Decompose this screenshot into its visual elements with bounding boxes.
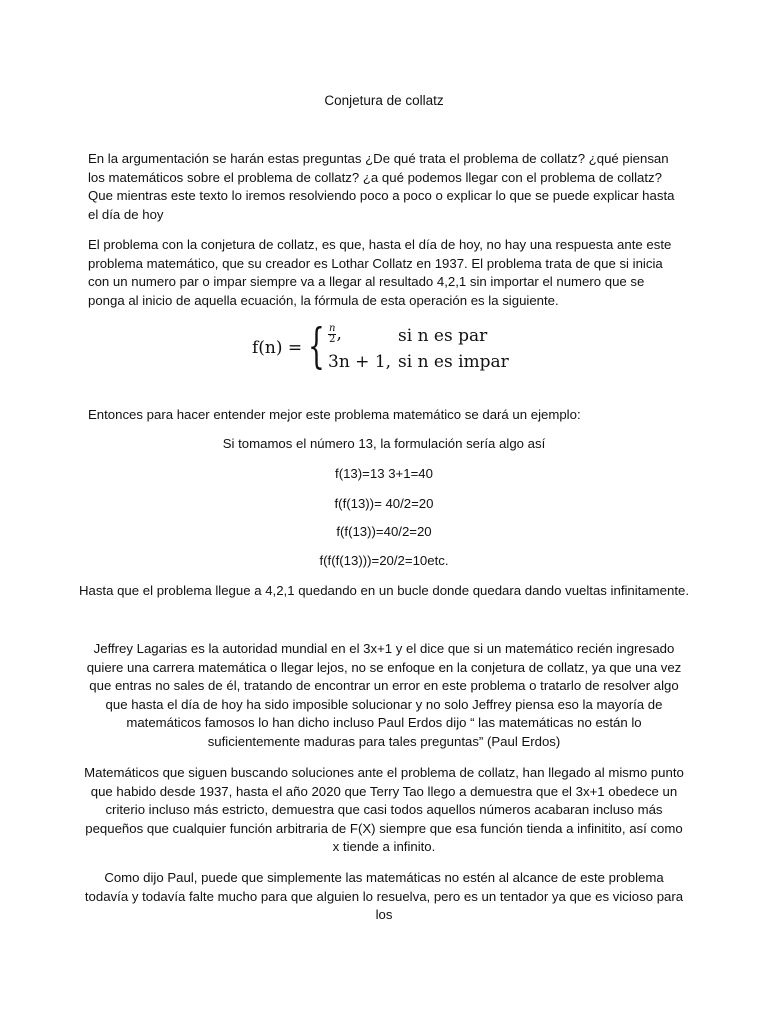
formula-case-even	[328, 324, 342, 345]
calculation-line: f(13)=13 3+1=40	[335, 466, 433, 481]
collatz-formula	[252, 318, 522, 376]
paragraph-tao: Matemáticos que siguen buscando soluciones ante el problema de collatz, han llegado al mismo punto que habido desde 1937, hasta el año 2020 que Terry Tao llego a demuestra que el 3x+1 obedece un criterio incluso más estricto, demuestra que casi todos aquellos números acabaran incluso más pequeños que cualquier función arbitraria de F(X) siempre que esa función tienda a infinitito, así como x tiende a infinito.	[84, 765, 684, 855]
paragraph-intro: En la argumentación se harán estas preguntas ¿De qué trata el problema de collatz? ¿qué piensan los matemáticos sobre el problema de collatz? ¿a qué podemos llegar con el problema de collatz? Que mientras este texto lo iremos resolviendo poco a poco o explicar lo que se puede explicar hasta el día de hoy	[88, 151, 675, 222]
calculation-line: f(f(13))= 40/2=20	[334, 496, 434, 511]
formula-condition-odd: si n es impar	[398, 352, 509, 372]
paragraph-lagarias: Jeffrey Lagarias es la autoridad mundial en el 3x+1 y el dice que si un matemático recién ingresado quiere una carrera matemática o llegar lejos, no se enfoque en la conjetura de collatz, ya que una vez que entras no sales de él, tratando de encontrar un error en este problema o tratarlo de resolver algo que hasta el día de hoy ha sido imposible solucionar y no solo Jeffrey piensa eso la mayoría de matemáticos famosos lo han dicho incluso Paul Erdos dijo “ las matemáticas no están lo suficientemente maduras para tales preguntas” (Paul Erdos)	[86, 641, 682, 749]
calculation-line: f(f(f(13)))=20/2=10etc.	[319, 553, 449, 568]
fraction-denominator: 2	[329, 334, 336, 345]
paragraph-loop: Hasta que el problema llegue a 4,2,1 quedando en un bucle donde quedara dando vueltas infinitamente.	[78, 583, 689, 598]
document-title: Conjetura de collatz	[324, 93, 444, 108]
formula-lhs: f(n) =	[252, 338, 303, 358]
formula-case-even-tail: ,	[336, 324, 342, 344]
paragraph-problem: El problema con la conjetura de collatz, es que, hasta el día de hoy, no hay una respuesta ante este problema matemático, que su creador es Lothar Collatz en 1937. El problema trata de que si inicia con un numero par o impar siempre va a llegar al resultado 4,2,1 sin importar el numero que se ponga al inicio de aquella ecuación, la fórmula de esta operación es la siguiente.	[88, 237, 672, 308]
calculation-line: f(f(13))=40/2=20	[336, 524, 432, 539]
paragraph-paul: Como dijo Paul, puede que simplemente las matemáticas no estén al alcance de este problema todavía y todavía falte mucho para que alguien lo resuelva, pero es un tentador ya que es vicioso para los	[84, 870, 684, 923]
paragraph-example-intro: Entonces para hacer entender mejor este problema matemático se dará un ejemplo:	[88, 407, 581, 422]
fraction-numerator: n	[329, 323, 336, 334]
formula-brace: {	[308, 318, 325, 374]
formula-condition-even: si n es par	[398, 326, 488, 346]
formula-case-odd: 3n + 1,	[328, 352, 392, 372]
paragraph-example-13: Si tomamos el número 13, la formulación sería algo así	[222, 436, 546, 451]
